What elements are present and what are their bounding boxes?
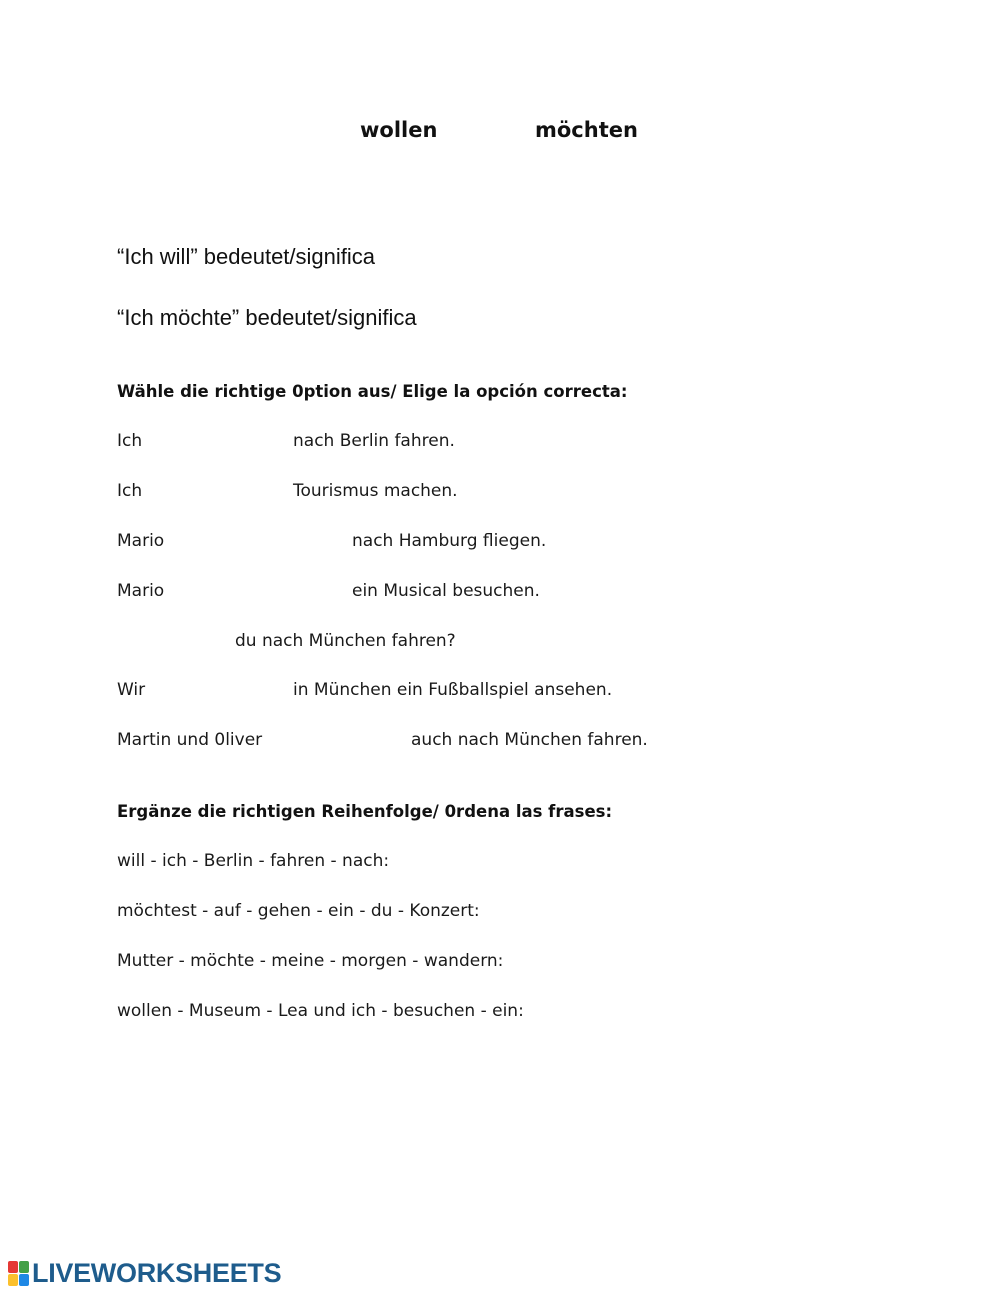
sentence7-rest: auch nach München fahren. (411, 730, 648, 750)
order-item-1: will - ich - Berlin - fahren - nach: (117, 851, 390, 871)
definition-moechte: “Ich möchte” bedeutet/significa (117, 305, 417, 330)
sentence2-rest: Tourismus machen. (293, 481, 458, 501)
order-item-2: möchtest - auf - gehen - ein - du - Konzert: (117, 901, 480, 921)
section1-heading: Wähle die richtige 0ption aus/ Elige la opción correcta: (117, 382, 628, 401)
title-word-wollen: wollen (360, 118, 438, 142)
sentence1-rest: nach Berlin fahren. (293, 431, 455, 451)
sentence3-rest: nach Hamburg fliegen. (352, 531, 547, 551)
order-item-3: Mutter - möchte - meine - morgen - wandern: (117, 951, 504, 971)
logo-square-yellow (8, 1274, 18, 1286)
sentence5-rest: du nach München fahren? (235, 631, 456, 651)
order-item-4: wollen - Museum - Lea und ich - besuchen - ein: (117, 1001, 524, 1021)
section2-heading: Ergänze die richtigen Reihenfolge/ 0rdena las frases: (117, 802, 613, 821)
logo-square-blue (19, 1274, 29, 1286)
logo-square-green (19, 1261, 29, 1273)
liveworksheets-logo[interactable] (8, 1260, 281, 1287)
title-word-moechten: möchten (535, 118, 638, 142)
sentence1-subject: Ich (117, 431, 143, 451)
sentence3-subject: Mario (117, 531, 165, 551)
sentence7-subject: Martin und 0liver (117, 730, 263, 750)
sentence4-subject: Mario (117, 581, 165, 601)
logo-text: LIVEWORKSHEETS (32, 1258, 282, 1288)
sentence6-rest: in München ein Fußballspiel ansehen. (293, 680, 613, 700)
logo-mark-icon (8, 1261, 29, 1286)
sentence2-subject: Ich (117, 481, 143, 501)
sentence4-rest: ein Musical besuchen. (352, 581, 540, 601)
sentence6-subject: Wir (117, 680, 146, 700)
logo-square-red (8, 1261, 18, 1273)
definition-will: “Ich will” bedeutet/significa (117, 244, 376, 269)
